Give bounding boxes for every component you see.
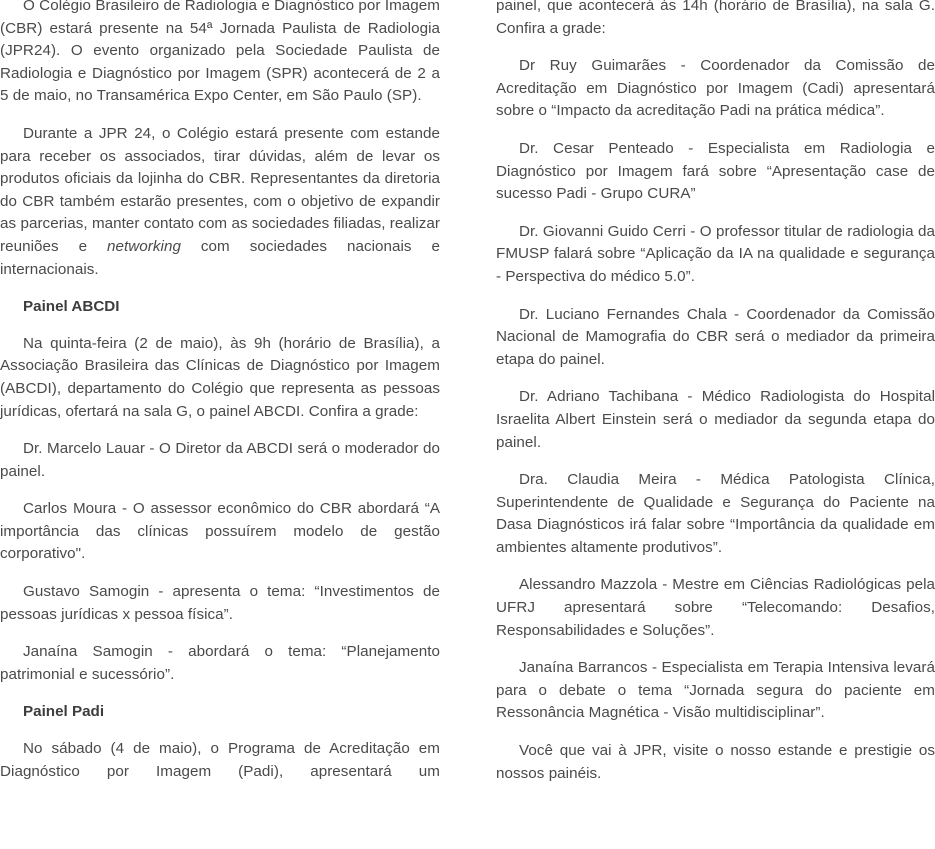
padi-item: Dr. Giovanni Guido Cerri - O professor titular de radiologia da FMUSP falará sobre “Aplicação da IA na qualidade e segurança - Perspectiva do médico 5.0”. [496,222,935,285]
padi-item: Dr. Cesar Penteado - Especialista em Radiologia e Diagnóstico por Imagem fará sobre “Apresentação case de sucesso Padi - Grupo CURA” [496,139,935,203]
abcdi-intro: Na quinta-feira (2 de maio), às 9h (horário de Brasília), a Associação Brasileira das Clínicas de Diagnóstico por Imagem (ABCDI), departamento do Colégio que representa as pessoas jurídicas, ofertará na sala G, o painel ABCDI. Confira a grade: [0,334,440,420]
abcdi-item: Janaína Samogin - abordará o tema: “Planejamento patrimonial e sucessório”. [0,643,440,683]
padi-heading: Painel Padi [23,703,105,721]
left-column [0,0,440,798]
intro-paragraph: O Colégio Brasileiro de Radiologia e Diagnóstico por Imagem (CBR) estará presente na 54ª Jornada Paulista de Radiologia (JPR24). O evento organizado pela Sociedade Paulista de Radiologia e Diagnóstico por Imagem (SPR) acontecerá de 2 a 5 de maio, no Transamérica Expo Center, em São Paulo (SP). [0,0,440,105]
padi-item: Dra. Claudia Meira - Médica Patologista Clínica, Superintendente de Qualidade e Segurança do Paciente na Dasa Diagnósticos irá falar sobre “Importância da qualidade em ambientes altamente produtivos”. [496,471,935,556]
padi-item: Dr Ruy Guimarães - Coordenador da Comissão de Acreditação em Diagnóstico por Imagem (Cadi) apresentará sobre o “Impacto da acreditação Padi na prática médica”. [496,57,935,120]
abcdi-item: Dr. Marcelo Lauar - O Diretor da ABCDI será o moderador do painel. [0,440,440,480]
padi-item: Dr. Adriano Tachibana - Médico Radiologista do Hospital Israelita Albert Einstein será o mediador da segunda etapa do painel. [496,388,935,451]
closing-paragraph: Você que vai à JPR, visite o nosso estande e prestigie os nossos painéis. [496,742,935,782]
padi-item: Janaína Barrancos - Especialista em Terapia Intensiva levará para o debate o tema “Jornada segura do paciente em Ressonância Magnética - Visão multidisciplinar”. [496,659,935,722]
padi-item: Alessandro Mazzola - Mestre em Ciências Radiológicas pela UFRJ apresentará sobre “Telecomando: Desafios, Responsabilidades e Soluções”. [496,576,935,639]
padi-intro-start: No sábado (4 de maio), o Programa de Acreditação em Diagnóstico por Imagem (Padi), apresentará um [0,740,440,780]
jpr-text-before: Durante a JPR 24, o Colégio estará presente com estande para receber os associados, tirar dúvidas, além de levar os produtos oficiais da lojinha do CBR. Representantes da diretoria do CBR também estarão presentes, com o objetivo de expandir as parcerias, manter contato com as sociedades filiadas, realizar reuniões e [0,124,440,255]
padi-intro-end: painel, que acontecerá às 14h (horário de Brasília), na sala G. Confira a grade: [496,0,935,37]
jpr-paragraph [0,123,440,281]
abcdi-item: Carlos Moura - O assessor econômico do CBR abordará “A importância das clínicas possuírem modelo de gestão corporativo". [0,500,440,563]
right-column [496,0,935,800]
abcdi-heading: Painel ABCDI [23,298,120,316]
networking-emphasis: networking [107,237,181,255]
padi-item: Dr. Luciano Fernandes Chala - Coordenador da Comissão Nacional de Mamografia do CBR será o mediador da primeira etapa do painel. [496,305,935,368]
jpr-text-after: com sociedades nacionais e internacionais. [0,237,440,278]
abcdi-item: Gustavo Samogin - apresenta o tema: “Investimentos de pessoas jurídicas x pessoa física”. [0,583,440,623]
